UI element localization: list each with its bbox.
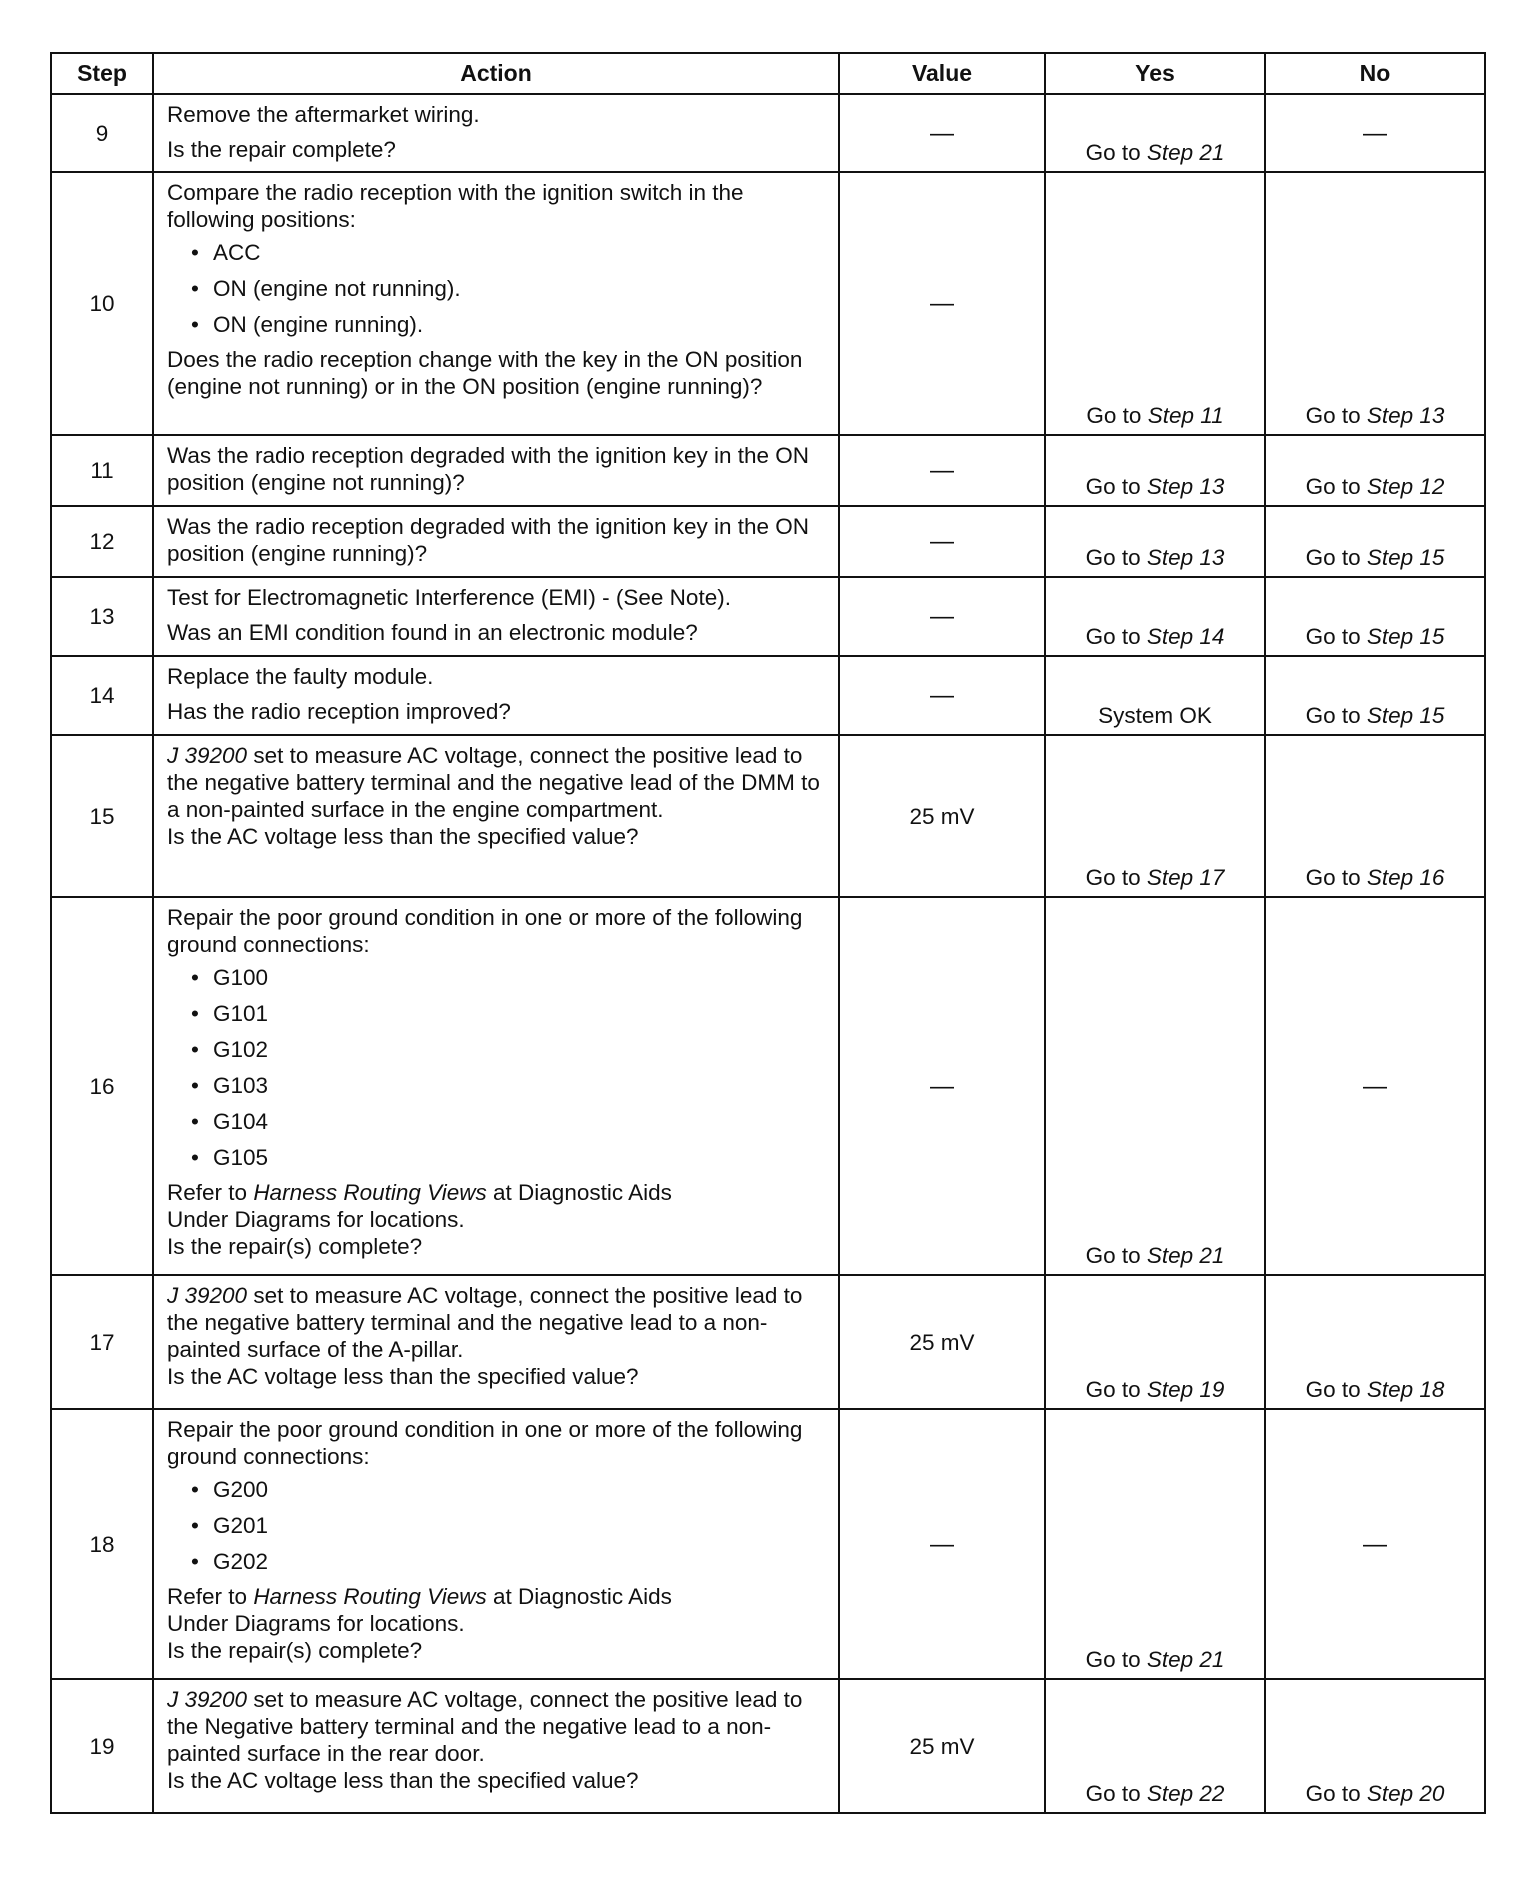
goto-prefix: Go to [1305, 474, 1361, 499]
action-cell [153, 1679, 839, 1813]
yes-cell [1045, 656, 1265, 735]
tool-ref: J 39200 [167, 743, 248, 768]
goto-prefix: Go to [1305, 703, 1361, 728]
action-cell [153, 1275, 839, 1409]
table-row [51, 897, 1485, 1275]
diagnostic-table [50, 52, 1486, 1814]
refer-suffix: at Diagnostic Aids [493, 1584, 672, 1609]
value-cell [839, 897, 1045, 1275]
value-cell: 25 mV [839, 1679, 1045, 1813]
action-question: Was an EMI condition found in an electronic module? [167, 620, 698, 645]
no-cell [1265, 435, 1485, 506]
list-item: • G102 [191, 1032, 828, 1068]
goto-prefix: Go to [1305, 624, 1361, 649]
action-question: Is the repair(s) complete? [167, 1638, 423, 1663]
yes-step-ref: Step 21 [1146, 1647, 1225, 1672]
yes-step-ref: Step 17 [1146, 865, 1225, 890]
action-question: Is the AC voltage less than the specified value? [167, 1364, 639, 1389]
action-question: Has the radio reception improved? [167, 699, 511, 724]
table-row [51, 506, 1485, 577]
dash: — [1363, 1072, 1387, 1100]
header-row [51, 53, 1485, 94]
step-number: 15 [51, 735, 153, 897]
no-cell [1265, 172, 1485, 435]
list-item: • G100 [191, 960, 828, 996]
system-ok-label: System OK [1098, 703, 1212, 728]
tool-ref: J 39200 [167, 1687, 248, 1712]
yes-cell [1045, 1409, 1265, 1679]
value-cell [839, 656, 1045, 735]
goto-prefix: Go to [1305, 1377, 1361, 1402]
value-cell [839, 94, 1045, 172]
list-item: • G104 [191, 1104, 828, 1140]
header-yes: Yes [1045, 53, 1265, 94]
no-cell [1265, 94, 1485, 172]
table-row [51, 1409, 1485, 1679]
refer-line [167, 1179, 828, 1206]
list-item: • G200 [191, 1472, 828, 1508]
no-step-ref: Step 18 [1366, 1377, 1445, 1402]
yes-step-ref: Step 22 [1146, 1781, 1225, 1806]
no-step-ref: Step 15 [1366, 545, 1445, 570]
action-intro: Repair the poor ground condition in one or more of the following ground connections: [167, 1417, 803, 1469]
dash: — [930, 1530, 954, 1558]
yes-step-ref: Step 13 [1146, 474, 1225, 499]
goto-prefix: Go to [1085, 1647, 1141, 1672]
refer-suffix: at Diagnostic Aids [493, 1180, 672, 1205]
table-row [51, 656, 1485, 735]
action-instruction [167, 1282, 828, 1363]
no-cell [1265, 1275, 1485, 1409]
dash: — [930, 457, 954, 484]
list-item: • ON (engine running). [191, 307, 828, 343]
yes-cell [1045, 1679, 1265, 1813]
dash: — [1363, 119, 1387, 147]
action-question: Is the AC voltage less than the specified value? [167, 824, 639, 849]
dash: — [1363, 1530, 1387, 1558]
yes-cell [1045, 735, 1265, 897]
step-number: 19 [51, 1679, 153, 1813]
action-cell [153, 1409, 839, 1679]
goto-prefix: Go to [1085, 474, 1141, 499]
header-value: Value [839, 53, 1045, 94]
step-number: 14 [51, 656, 153, 735]
refer-line-2: Under Diagrams for locations. [167, 1611, 465, 1636]
action-cell [153, 735, 839, 897]
no-cell [1265, 656, 1485, 735]
position-list [167, 235, 828, 343]
yes-cell [1045, 577, 1265, 656]
header-action: Action [153, 53, 839, 94]
yes-cell [1045, 897, 1265, 1275]
list-item: • G201 [191, 1508, 828, 1544]
no-cell [1265, 1409, 1485, 1679]
action-cell [153, 897, 839, 1275]
action-question: Is the AC voltage less than the specified value? [167, 1768, 639, 1793]
table-row [51, 577, 1485, 656]
action-question: Was the radio reception degraded with the ignition key in the ON position (engine not running)? [167, 443, 810, 495]
step-number: 17 [51, 1275, 153, 1409]
action-text: set to measure AC voltage, connect the positive lead to the Negative battery terminal and the negative lead to a non-painted surface in the rear door. [167, 1687, 803, 1766]
yes-step-ref: Step 19 [1146, 1377, 1225, 1402]
goto-prefix: Go to [1305, 545, 1361, 570]
value-cell [839, 172, 1045, 435]
yes-cell [1045, 94, 1265, 172]
action-cell [153, 435, 839, 506]
dash: — [930, 290, 954, 317]
action-line: Remove the aftermarket wiring. [167, 102, 480, 127]
goto-prefix: Go to [1085, 545, 1141, 570]
goto-prefix: Go to [1305, 403, 1361, 428]
table-row [51, 94, 1485, 172]
goto-prefix: Go to [1085, 624, 1141, 649]
refer-line [167, 1583, 828, 1610]
value-cell [839, 577, 1045, 656]
header-no: No [1265, 53, 1485, 94]
action-intro: Repair the poor ground condition in one or more of the following ground connections: [167, 905, 803, 957]
yes-step-ref: Step 21 [1146, 1243, 1225, 1268]
no-cell [1265, 735, 1485, 897]
step-number: 12 [51, 506, 153, 577]
action-cell [153, 506, 839, 577]
table-row [51, 172, 1485, 435]
goto-prefix: Go to [1305, 865, 1361, 890]
no-step-ref: Step 12 [1366, 474, 1445, 499]
action-question: Is the repair(s) complete? [167, 1234, 423, 1259]
table-row [51, 735, 1485, 897]
dash: — [930, 119, 954, 147]
no-step-ref: Step 15 [1366, 703, 1445, 728]
no-cell [1265, 1679, 1485, 1813]
list-item: • ON (engine not running). [191, 271, 828, 307]
action-question: Is the repair complete? [167, 137, 396, 162]
no-step-ref: Step 20 [1366, 1781, 1445, 1806]
value-cell [839, 1409, 1045, 1679]
ground-list [167, 960, 828, 1176]
goto-prefix: Go to [1085, 1377, 1141, 1402]
goto-prefix: Go to [1085, 1781, 1141, 1806]
action-question: Does the radio reception change with the key in the ON position (engine not running) or in the ON position (engine running)? [167, 347, 803, 399]
value-cell [839, 435, 1045, 506]
action-cell [153, 94, 839, 172]
no-step-ref: Step 16 [1366, 865, 1445, 890]
table-row [51, 1275, 1485, 1409]
table-row [51, 435, 1485, 506]
action-intro: Compare the radio reception with the ignition switch in the following positions: [167, 180, 744, 232]
action-instruction [167, 1686, 828, 1767]
no-cell [1265, 506, 1485, 577]
step-number: 9 [51, 94, 153, 172]
value-cell [839, 506, 1045, 577]
action-text: set to measure AC voltage, connect the positive lead to the negative battery terminal and the negative lead of the DMM to a non-painted surface in the engine compartment. [167, 743, 820, 822]
list-item: • ACC [191, 235, 828, 271]
dash: — [930, 1072, 954, 1100]
goto-prefix: Go to [1086, 403, 1142, 428]
step-number: 10 [51, 172, 153, 435]
action-cell [153, 656, 839, 735]
step-number: 18 [51, 1409, 153, 1679]
action-cell [153, 172, 839, 435]
dash: — [930, 682, 954, 709]
list-item: • G101 [191, 996, 828, 1032]
goto-prefix: Go to [1085, 140, 1141, 165]
yes-step-ref: Step 13 [1146, 545, 1225, 570]
refer-doc: Harness Routing Views [253, 1584, 487, 1609]
tool-ref: J 39200 [167, 1283, 248, 1308]
dash: — [930, 528, 954, 555]
action-cell [153, 577, 839, 656]
list-item: • G103 [191, 1068, 828, 1104]
yes-cell [1045, 172, 1265, 435]
goto-prefix: Go to [1085, 865, 1141, 890]
list-item: • G105 [191, 1140, 828, 1176]
no-step-ref: Step 15 [1366, 624, 1445, 649]
yes-cell [1045, 435, 1265, 506]
step-number: 16 [51, 897, 153, 1275]
refer-prefix: Refer to [167, 1180, 248, 1205]
yes-cell [1045, 506, 1265, 577]
yes-step-ref: Step 14 [1146, 624, 1225, 649]
action-question: Was the radio reception degraded with the ignition key in the ON position (engine running)? [167, 514, 810, 566]
value-cell: 25 mV [839, 1275, 1045, 1409]
refer-line-2: Under Diagrams for locations. [167, 1207, 465, 1232]
step-number: 13 [51, 577, 153, 656]
refer-prefix: Refer to [167, 1584, 248, 1609]
step-number: 11 [51, 435, 153, 506]
action-instruction [167, 742, 828, 823]
header-step: Step [51, 53, 153, 94]
action-line: Test for Electromagnetic Interference (EMI) - (See Note). [167, 585, 731, 610]
goto-prefix: Go to [1305, 1781, 1361, 1806]
value-cell: 25 mV [839, 735, 1045, 897]
action-text: set to measure AC voltage, connect the positive lead to the negative battery terminal and the negative lead to a non-painted surface of the A-pillar. [167, 1283, 803, 1362]
yes-cell [1045, 1275, 1265, 1409]
yes-step-ref: Step 21 [1146, 140, 1225, 165]
no-step-ref: Step 13 [1366, 403, 1445, 428]
dash: — [930, 603, 954, 630]
goto-prefix: Go to [1085, 1243, 1141, 1268]
yes-step-ref: Step 11 [1147, 403, 1224, 428]
no-cell [1265, 897, 1485, 1275]
table-row [51, 1679, 1485, 1813]
no-cell [1265, 577, 1485, 656]
refer-doc: Harness Routing Views [253, 1180, 487, 1205]
ground-list [167, 1472, 828, 1580]
list-item: • G202 [191, 1544, 828, 1580]
action-line: Replace the faulty module. [167, 664, 434, 689]
